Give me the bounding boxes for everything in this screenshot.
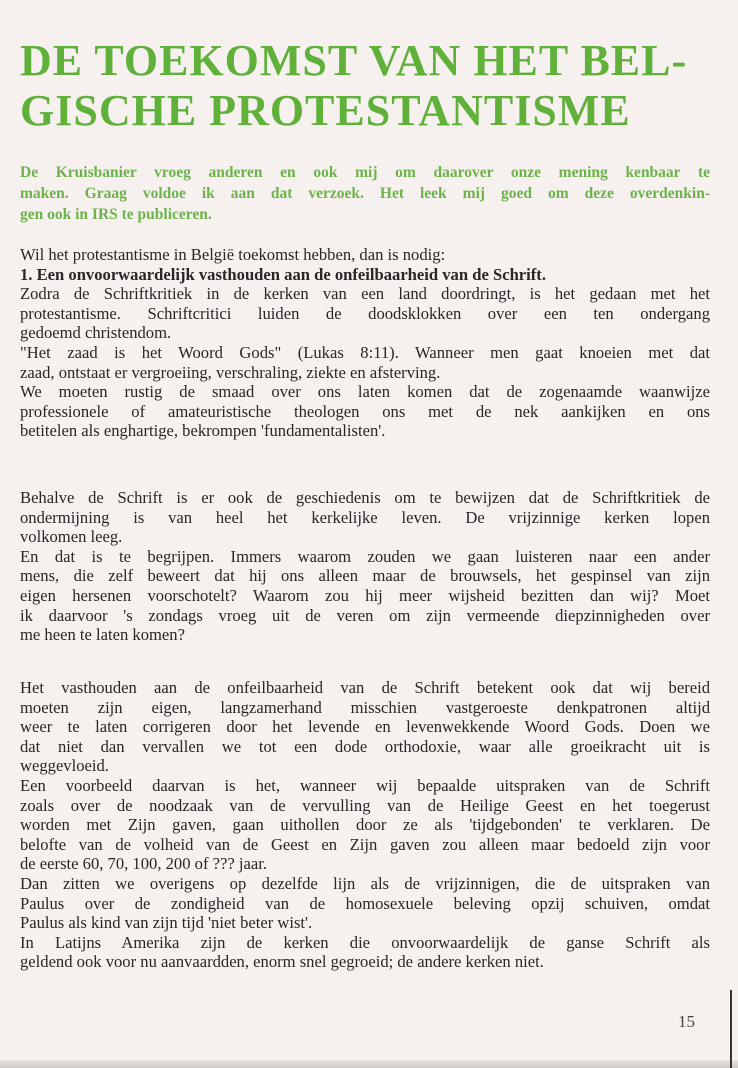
text-line: Paulus over de zondigheid van de homosexuele beleving opzij schuiven, omdat xyxy=(20,893,710,913)
text-line: ondermijning is van heel het kerkelijke leven. De vrijzinnige kerken lopen xyxy=(20,507,710,527)
text-line: Behalve de Schrift is er ook de geschiedenis om te bewijzen dat de Schriftkritiek de xyxy=(20,488,710,507)
text-line: zaad, ontstaat er vergroeiing, verschraling, ziekte en afsterving. xyxy=(20,362,441,382)
text-line: "Het zaad is het Woord Gods" (Lukas 8:11). Wanneer men gaat knoeien met dat xyxy=(20,342,710,362)
text-line: eigen hersenen voorschotelt? Waarom zou hij meer wijsheid bezitten dan wij? Moet xyxy=(20,585,710,605)
text-line: geldend ook voor nu aanvaardden, enorm snel gegroeid; de andere kerken niet. xyxy=(20,952,544,972)
section-1 xyxy=(20,245,710,441)
text-line: Een voorbeeld daarvan is het, wanneer wij bepaalde uitspraken van de Schrift xyxy=(20,775,710,795)
text-line: moeten zijn eigen, langzamerhand misschien vastgeroeste denkpatronen altijd xyxy=(20,697,710,717)
intro-paragraph xyxy=(20,162,710,225)
intro-line: gen ook in IRS te publiceren. xyxy=(20,206,212,223)
title-line: DE TOEKOMST VAN HET BEL- xyxy=(20,36,688,85)
text-line: Wil het protestantisme in België toekomst hebben, dan is nodig: xyxy=(20,245,446,264)
text-line: Dan zitten we overigens op dezelfde lijn als de vrijzinnigen, die de uitspraken van xyxy=(20,873,710,893)
text-line: Paulus als kind van zijn tijd 'niet beter wist'. xyxy=(20,913,313,933)
text-line: Het vasthouden aan de onfeilbaarheid van de Schrift betekent ook dat wij bereid xyxy=(20,678,710,697)
text-line: ik daarvoor 's zondags vroeg uit de veren om zijn vermeende diepzinnigheden over xyxy=(20,605,710,625)
text-line: professionele of amateuristische theologen ons met de nek aankijken en ons xyxy=(20,401,710,421)
text-line: weer te laten corrigeren door het levende en levenwekkende Woord Gods. Doen we xyxy=(20,717,710,737)
text-line: Zodra de Schriftkritiek in de kerken van een land doordringt, is het gedaan met het xyxy=(20,284,710,304)
intro-line: maken. Graag voldoe ik aan dat verzoek. Het leek mij goed om deze overdenkin- xyxy=(20,185,710,202)
text-line: In Latijns Amerika zijn de kerken die onvoorwaardelijk de ganse Schrift als xyxy=(20,932,710,952)
text-line: protestantisme. Schriftcritici luiden de doodsklokken over een ten ondergang xyxy=(20,303,710,323)
text-line: worden met Zijn gaven, gaan uithollen door ze als 'tijdgebonden' te verklaren. De xyxy=(20,815,710,835)
section-2 xyxy=(20,488,710,645)
text-line: We moeten rustig de smaad over ons laten komen dat de zogenaamde waanwijze xyxy=(20,382,710,402)
page-edge xyxy=(0,1060,738,1068)
text-line: me heen te laten komen? xyxy=(20,625,185,645)
text-line: belofte van de volheid van de Geest en Zijn gaven zou alleen maar bedoeld zijn voor xyxy=(20,834,710,854)
title-line: GISCHE PROTESTANTISME xyxy=(20,86,631,135)
section-3 xyxy=(20,678,710,972)
page-edge-shadow xyxy=(730,990,732,1068)
text-line: de eerste 60, 70, 100, 200 of ??? jaar. xyxy=(20,854,267,874)
text-line: gedoemd christendom. xyxy=(20,323,172,343)
text-line: weggevloeid. xyxy=(20,756,109,776)
article-title xyxy=(20,36,720,136)
page-number: 15 xyxy=(678,1012,695,1031)
text-line: dat niet dan vervallen we tot een dode orthodoxie, waar alle groeikracht uit is xyxy=(20,736,710,756)
text-line: zoals over de noodzaak van de vervulling van de Heilige Geest en het toegerust xyxy=(20,795,710,815)
intro-line: De Kruisbanier vroeg anderen en ook mij om daarover onze mening kenbaar te xyxy=(20,164,710,181)
text-line: volkomen leeg. xyxy=(20,527,123,547)
text-line: En dat is te begrijpen. Immers waarom zouden we gaan luisteren naar een ander xyxy=(20,546,710,566)
numbered-heading: 1. Een onvoorwaardelijk vasthouden aan de onfeilbaarheid van de Schrift. xyxy=(20,264,546,284)
text-line: betitelen als enghartige, bekrompen 'fundamentalisten'. xyxy=(20,421,386,441)
text-line: mens, die zelf beweert dat hij ons alleen maar de brouwsels, het gespinsel van zijn xyxy=(20,566,710,586)
